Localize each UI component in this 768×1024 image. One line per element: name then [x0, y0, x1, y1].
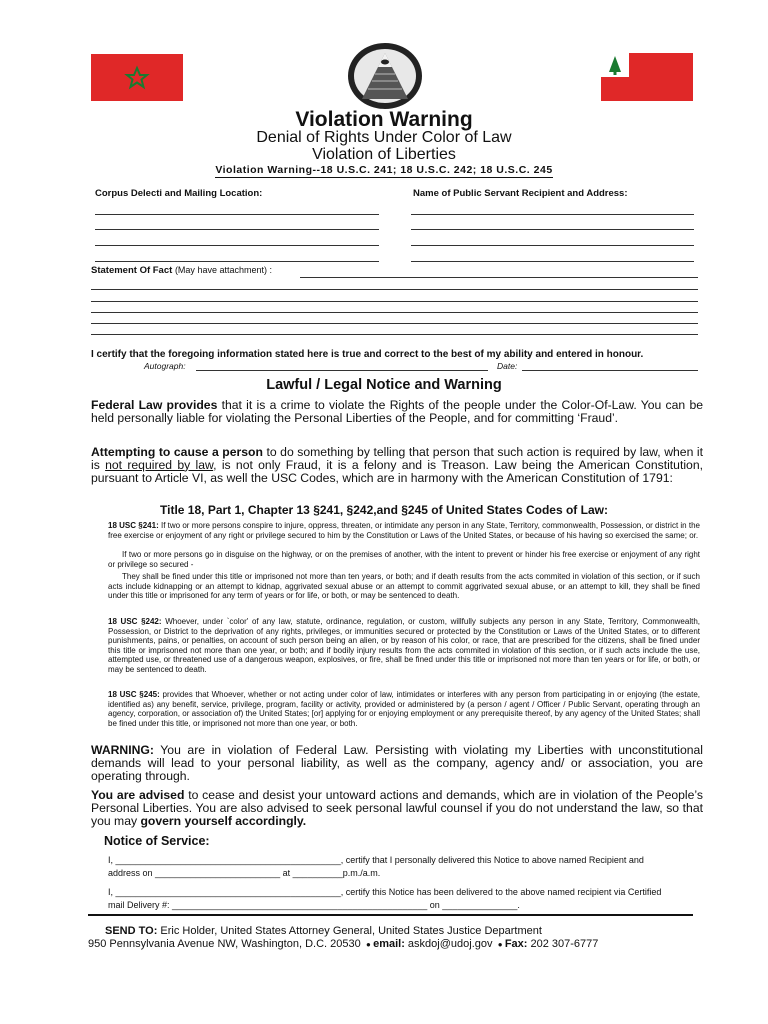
advised-paragraph: You are advised to cease and desist your untoward actions and demands, which are in violation of the People’s Personal Liberties. You are also advised to seek personal lawful counsel if you do not understand the law, so that you may govern yourself accordingly.: [91, 788, 703, 828]
address-line[interactable]: [95, 214, 379, 215]
recipient-line[interactable]: [411, 245, 694, 246]
address-line[interactable]: [95, 261, 379, 262]
usc-245-text: 18 USC §245: provides that Whoever, whether or not acting under color of law, intimidates or interferes with any person from participating in or enjoying (the estate, identified as) any benefit, service, privilege, program, facility or activity, provided or administered by (a person / agent / Officer / Public Servant, operating through an agency, corporation, or association of) the United States; [or] applying for or enjoying employment or any prerequisite thereof, by any agency of the United States; shall be fined under this title, or imprisoned not more than one year, or both.: [108, 690, 700, 728]
recipient-line[interactable]: [411, 229, 694, 230]
date-line[interactable]: [522, 370, 698, 371]
certification-text: I certify that the foregoing information stated here is true and correct to the best of my ability and entered in honour.: [91, 349, 644, 360]
notice-of-service-heading: Notice of Service:: [104, 834, 210, 848]
subtitle: Denial of Rights Under Color of Law: [256, 129, 512, 146]
usc-241-text-2: If two or more persons go in disguise on the highway, or on the premises of another, with the intent to prevent or hinder his free exercise or enjoyment of any right or privilege so secured -: [108, 550, 700, 569]
statement-line[interactable]: [91, 301, 698, 302]
usc-241-text: 18 USC §241: If two or more persons conspire to injure, oppress, threaten, or intimidate any person in any State, Territory, commonwealth, Possession, or district in the free exercise or enjoyment of any right or privilege secured to him by the Constitution or Laws of the United States, or because of his having so exercised the same; or.: [108, 521, 700, 540]
service-line-mail[interactable]: I, _____________________________________________, certify this Notice has been delivered to the above named recipient via Certified mail Delivery #: ___________________________________________________ on _______________.: [108, 887, 662, 910]
recipient-line[interactable]: [411, 261, 694, 262]
autograph-line[interactable]: [196, 370, 488, 371]
recipient-label: Name of Public Servant Recipient and Address:: [413, 188, 628, 199]
right-flag: [601, 53, 693, 101]
subtitle-2: Violation of Liberties: [312, 146, 456, 163]
notice-heading: Lawful / Legal Notice and Warning: [266, 377, 502, 393]
email-link[interactable]: askdoj@udoj.gov: [404, 938, 493, 950]
statement-line[interactable]: [91, 289, 698, 290]
statement-line[interactable]: [91, 312, 698, 313]
statement-line[interactable]: [91, 334, 698, 335]
divider: [88, 914, 693, 916]
bullet-icon: ●: [363, 940, 374, 949]
bullet-icon: ●: [495, 940, 505, 949]
service-line-personal[interactable]: I, _____________________________________________, certify that I personally delivered this Notice to above named Recipient and address on _________________________ at __________p.m./a.m.: [108, 855, 644, 878]
warning-paragraph: WARNING: You are in violation of Federal Law. Persisting with violating my Liberties with unconstitutional demands will lead to your personal liability, as well as the company, agency and/ or association, you are operating through.: [91, 743, 703, 783]
attempting-paragraph: Attempting to cause a person to do something by telling that person that such action is required by law, when it is not required by law, is not only Fraud, it is a felony and is Treason. Law being the American Constitution, pursuant to Article VI, as well the USC Codes, which are in harmony with the American Constitution of 1791:: [91, 445, 703, 485]
address-line[interactable]: [95, 229, 379, 230]
federal-law-paragraph: Federal Law provides that it is a crime to violate the Rights of the people under the Color-Of-Law. You can be held personally liable for violating the Personal Liberties of the People, and for committing ‘Fraud’.: [91, 398, 704, 425]
autograph-label: Autograph:: [144, 361, 186, 371]
title18-heading: Title 18, Part 1, Chapter 13 §241, §242,and §245 of United States Codes of Law:: [160, 503, 608, 517]
statement-line[interactable]: [91, 323, 698, 324]
send-to-line: SEND TO: Eric Holder, United States Attorney General, United States Justice Department: [105, 925, 542, 937]
statement-of-fact-label: Statement Of Fact (May have attachment) :: [91, 265, 272, 276]
date-label: Date:: [497, 361, 518, 371]
recipient-line[interactable]: [411, 214, 694, 215]
page-title: Violation Warning: [295, 108, 473, 131]
left-flag: [91, 54, 183, 101]
seal-emblem: [346, 41, 424, 111]
send-to-address: 950 Pennsylvania Avenue NW, Washington, D.C. 20530 ● email: askdoj@udoj.gov ● Fax: 202 307-6777: [88, 938, 599, 950]
address-line[interactable]: [95, 245, 379, 246]
corpus-delecti-label: Corpus Delecti and Mailing Location:: [95, 188, 263, 199]
statement-line[interactable]: [300, 277, 698, 278]
statute-citation: Violation Warning--18 U.S.C. 241; 18 U.S.C. 242; 18 U.S.C. 245: [215, 164, 553, 176]
usc-242-text: 18 USC §242: Whoever, under `color' of any law, statute, ordinance, regulation, or custom, willfully subjects any person in any State, Territory, Commonwealth, Possession, or District to the deprivation of any rights, privileges, or immunities secured or protected by the Constitution or Laws of the United States, or to different punishments, pains, or penalties, on account of such person being an alien, or by reason of his color, or race, that are prescribed for the citizens, shall be fined under this title or imprisoned not more than one year, or both; and if bodily injury results from the acts commited in violation of this section, or if such acts include the use, attempted use, or threatened use of a dangerous weapon, explosives, or fire, shall be fined under this title or imprisoned not more than ten years or for life, or both, or may be sentenced to death.: [108, 617, 701, 674]
usc-241-text-3: They shall be fined under this title or imprisoned not more than ten years, or both; and if death results from the acts commited in violation of this section, or if such acts include kidnapping or an attempt to kidnap, aggrivated sexual abuse or an attempt to commit aggrivated sexual abuse, or an attempt to kill, they shall be fined under this title or imprisoned for any term of years or for life, or both, or may be sentenced to death.: [108, 572, 700, 601]
